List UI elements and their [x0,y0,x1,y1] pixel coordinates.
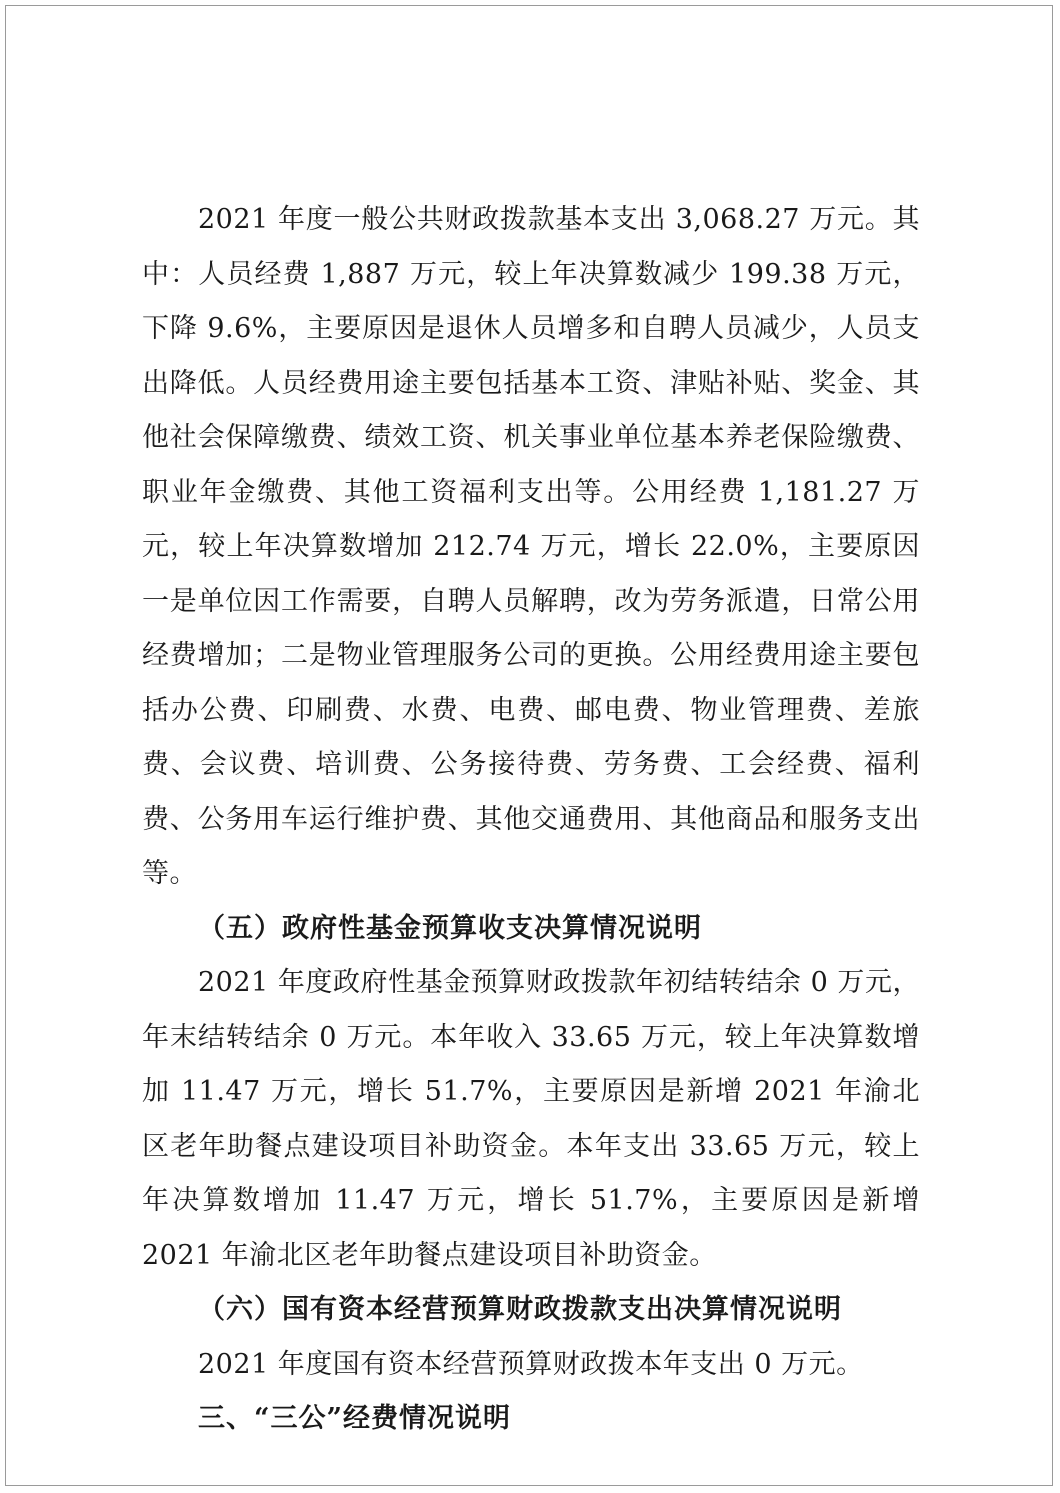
paragraph-basic-expenditure: 2021 年度一般公共财政拨款基本支出 3,068.27 万元。其中：人员经费 1,887 万元，较上年决算数减少 199.38 万元，下降 9.6%，主要原因是退休人员增多和自聘人员减少，人员支出降低。人员经费用途主要包括基本工资、津贴补贴、奖金、其他社会保障缴费、绩效工资、机关事业单位基本养老保险缴费、职业年金缴费、其他工资福利支出等。公用经费 1,181.27 万元，较上年决算数增加 212.74 万元，增长 22.0%，主要原因一是单位因工作需要，自聘人员解聘，改为劳务派遣，日常公用经费增加；二是物业管理服务公司的更换。公用经费用途主要包括办公费、印刷费、水费、电费、邮电费、物业管理费、差旅费、会议费、培训费、公务接待费、劳务费、工会经费、福利费、公务用车运行维护费、其他交通费用、其他商品和服务支出等。 [142,204,920,889]
section-heading-three-public: 三、“三公”经费情况说明 [198,1403,512,1434]
subheading-state-capital: （六）国有资本经营预算财政拨款支出决算情况说明 [198,1294,842,1325]
paragraph-government-fund: 2021 年度政府性基金预算财政拨款年初结转结余 0 万元，年末结转结余 0 万元。本年收入 33.65 万元，较上年决算数增加 11.47 万元，增长 51.7%，主要原因是新增 2021 年渝北区老年助餐点建设项目补助资金。本年支出 33.65 万元，较上年决算数增加 11.47 万元，增长 51.7%，主要原因是新增 2021 年渝北区老年助餐点建设项目补助资金。 [142,967,920,1271]
document-body [142,193,920,1447]
subheading-government-fund: （五）政府性基金预算收支决算情况说明 [198,912,702,944]
paragraph-state-capital: 2021 年度国有资本经营预算财政拨本年支出 0 万元。 [198,1348,864,1380]
